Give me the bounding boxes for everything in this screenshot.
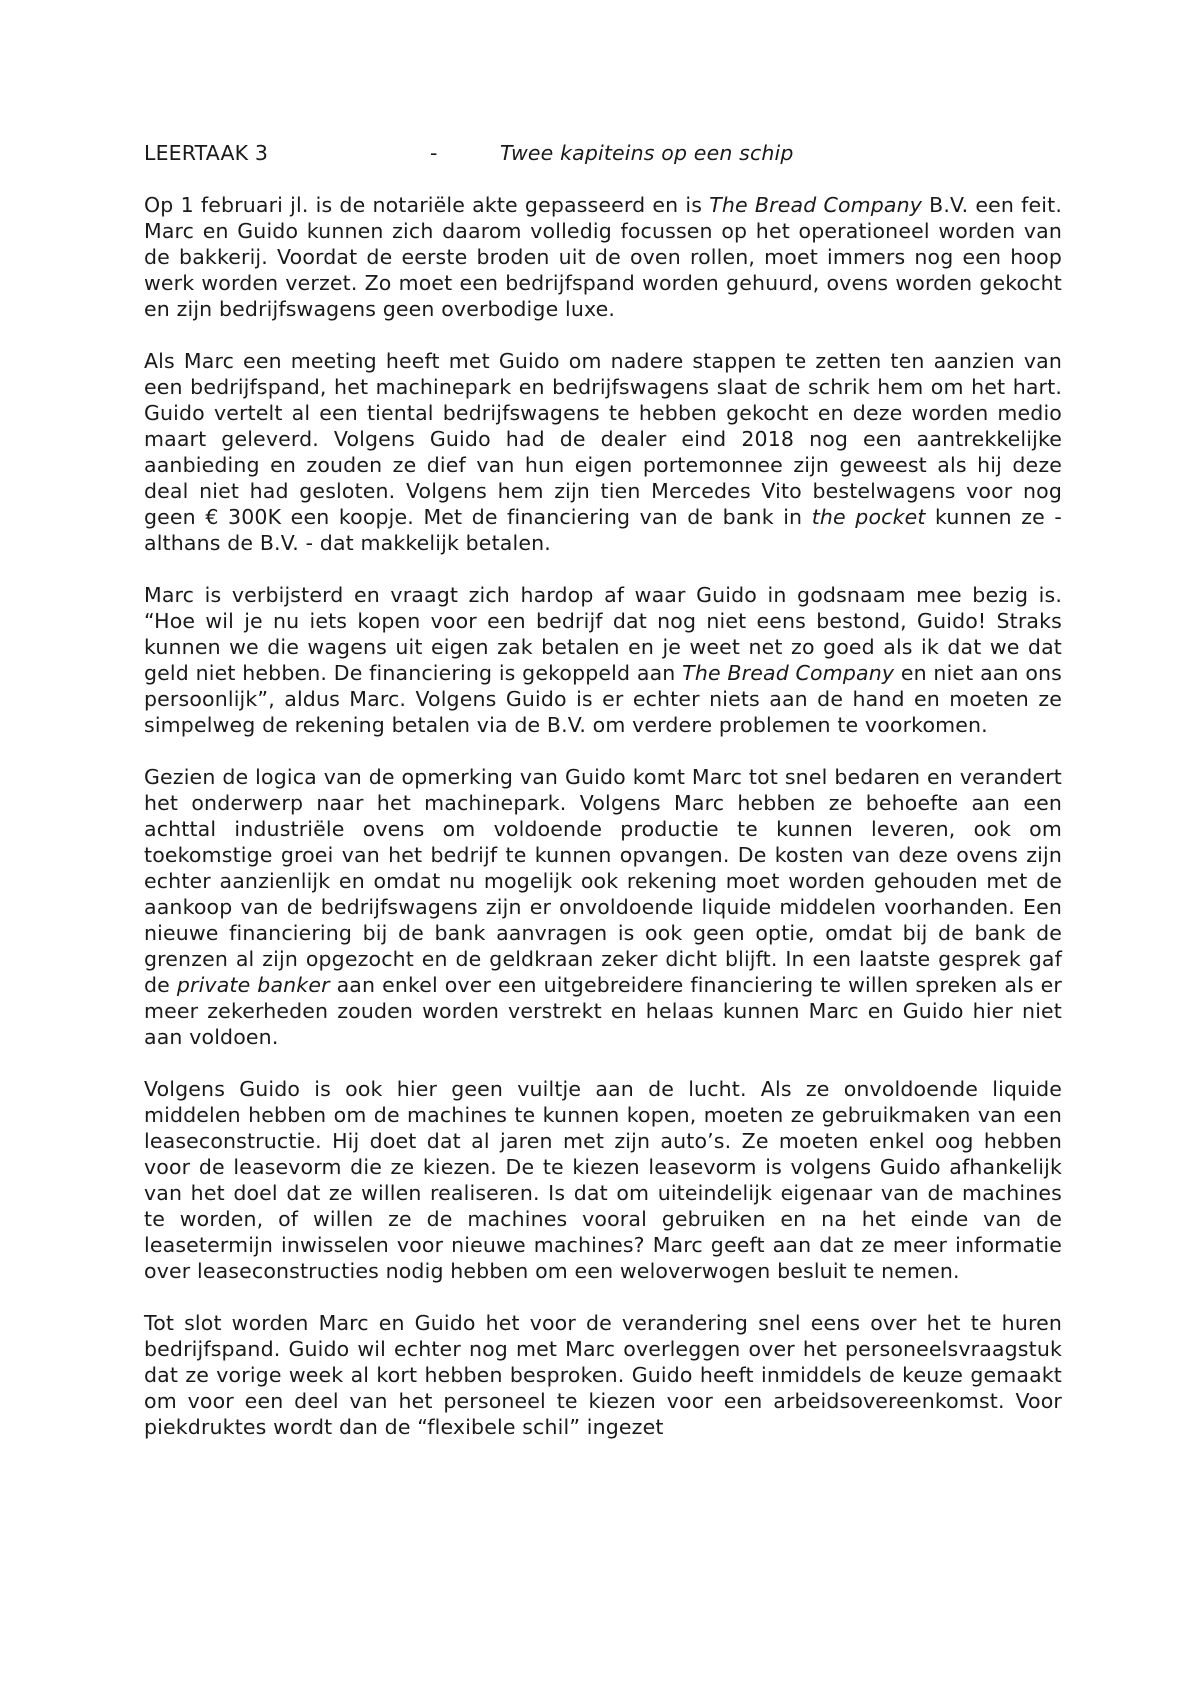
paragraph-3 [144, 582, 1062, 738]
paragraph-1 [144, 192, 1062, 322]
paragraph-4-text-c: aan enkel over een uitgebreidere financiering te willen spreken als er meer zekerheden zouden worden verstrekt en helaas kunnen Marc en Guido hier niet aan voldoen. [144, 973, 1062, 1049]
heading-separator: - [430, 141, 438, 165]
paragraph-2-text-a: Als Marc een meeting heeft met Guido om nadere stappen te zetten ten aanzien van een bedrijfspand, het machinepark en bedrijfswagens slaat de schrik hem om het hart. Guido vertelt al een tiental bedrijfswagens te hebben gekocht en deze worden medio maart geleverd. Volgens Guido had de dealer eind 2018 nog een aantrekkelijke aanbieding en zouden ze dief van hun eigen portemonnee zijn geweest als hij deze deal niet had gesloten. Volgens hem zijn tien Mercedes Vito bestelwagens voor nog geen € 300K een koopje. Met de financiering van de bank in [144, 349, 1062, 529]
paragraph-1-text-a: Op 1 februari jl. is de notariële akte gepasseerd en is [144, 193, 710, 217]
paragraph-2 [144, 348, 1062, 556]
paragraph-4-text-a: Gezien de logica van de opmerking van Guido komt Marc tot snel bedaren en verandert het onderwerp naar het machinepark. Volgens Marc hebben ze behoefte aan een achttal industriële ovens om voldoende productie te kunnen leveren, ook om toekomstige groei van het bedrijf te kunnen opvangen. De kosten van deze ovens zijn echter aanzienlijk en omdat nu mogelijk ook rekening moet worden gehouden met de aankoop van de bedrijfswagens zijn er onvoldoende liquide middelen voorhanden. Een nieuwe financiering bij de bank aanvragen is ook geen optie, omdat bij de bank de grenzen al zijn opgezocht en de geldkraan zeker dicht blijft. In een laatste gesprek gaf de [144, 765, 1062, 997]
paragraph-4 [144, 764, 1062, 1050]
the-pocket-italic: the pocket [811, 505, 926, 529]
assignment-heading [144, 140, 1062, 166]
paragraph-3-text-a: Marc is verbijsterd en vraagt zich hardop af waar Guido in godsnaam mee bezig is. “Hoe wil je nu iets kopen voor een bedrijf dat nog niet eens bestond, Guido! Straks kunnen we die wagens uit eigen zak betalen en je weet net zo goed als ik dat we dat geld niet hebben. De financiering is gekoppeld aan [144, 583, 1062, 685]
paragraph-3-text-c: en niet aan ons persoonlijk”, aldus Marc. Volgens Guido is er echter niets aan de hand en moeten ze simpelweg de rekening betalen via de B.V. om verdere problemen te voorkomen. [144, 661, 1062, 737]
company-name-italic: The Bread Company [682, 661, 895, 685]
assignment-title: Twee kapiteins op een schip [500, 141, 794, 165]
assignment-code: LEERTAAK 3 [144, 141, 269, 165]
company-name-italic: The Bread Company [709, 193, 923, 217]
paragraph-6: Tot slot worden Marc en Guido het voor de verandering snel eens over het te huren bedrijfspand. Guido wil echter nog met Marc overleggen over het personeelsvraagstuk dat ze vorige week al kort hebben besproken. Guido heeft inmiddels de keuze gemaakt om voor een deel van het personeel te kiezen voor een arbeidsovereenkomst. Voor piekdruktes wordt dan de “flexibele schil” ingezet [144, 1311, 1062, 1439]
document-page [144, 140, 1062, 1440]
private-banker-italic: private banker [176, 973, 330, 997]
paragraph-5: Volgens Guido is ook hier geen vuiltje aan de lucht. Als ze onvoldoende liquide middelen hebben om de machines te kunnen kopen, moeten ze gebruikmaken van een leaseconstructie. Hij doet dat al jaren met zijn auto’s. Ze moeten enkel oog hebben voor de leasevorm die ze kiezen. De te kiezen leasevorm is volgens Guido afhankelijk van het doel dat ze willen realiseren. Is dat om uiteindelijk eigenaar van de machines te worden, of willen ze de machines vooral gebruiken en na het einde van de leasetermijn inwisselen voor nieuwe machines? Marc geeft aan dat ze meer informatie over leaseconstructies nodig hebben om een weloverwogen besluit te nemen. [144, 1077, 1062, 1283]
paragraph-2-text-c: kunnen ze - althans de B.V. - dat makkelijk betalen. [144, 505, 1062, 555]
paragraph-1-text-c: B.V. een feit. Marc en Guido kunnen zich daarom volledig focussen op het operationeel worden van de bakkerij. Voordat de eerste broden uit de oven rollen, moet immers nog een hoop werk worden verzet. Zo moet een bedrijfspand worden gehuurd, ovens worden gekocht en zijn bedrijfswagens geen overbodige luxe. [144, 193, 1062, 321]
